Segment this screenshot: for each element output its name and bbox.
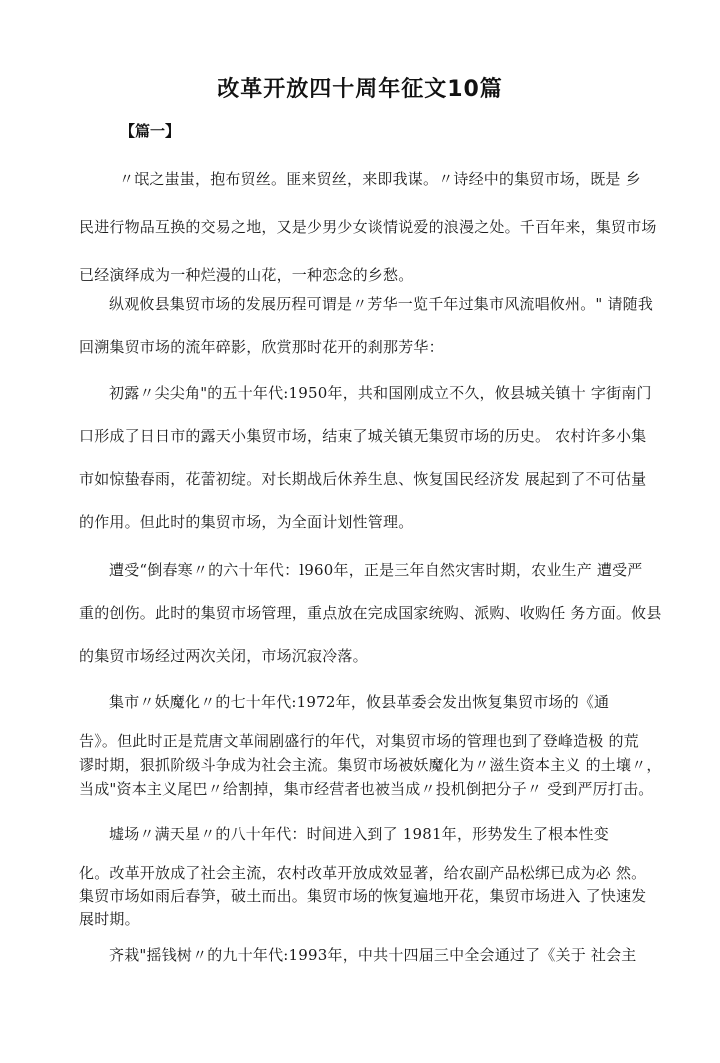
section-label: 【篇一】 bbox=[120, 122, 181, 140]
paragraph-3 bbox=[79, 386, 679, 558]
paragraph-line: 纵观攸县集贸市场的发展历程可谓是〃芳华一览千年过集市风流唱攸州。" 请随我 bbox=[109, 295, 654, 313]
paragraph-line: 重的创伤。此时的集贸市场管理，重点放在完成国家统购、派购、收购任 务方面。攸县 bbox=[79, 604, 662, 622]
paragraph-line: 化。改革开放成了社会主流，农村改革开放成效显著，给农副产品松绑已成为必 然。 bbox=[79, 864, 647, 882]
paragraph-line: 齐栽"摇钱树〃的九十年代:1993年，中共十四届三中全会通过了《关于 社会主 bbox=[109, 946, 637, 964]
paragraph-line: 遭受“倒春寒〃的六十年代：l960年，正是三年自然灾害时期，农业生产 遭受严 bbox=[109, 561, 643, 579]
paragraph-line: 〃氓之蚩蚩，抱布贸丝。匪来贸丝，来即我谋。〃诗经中的集贸市场，既是 乡 bbox=[119, 170, 641, 188]
paragraph-line: 回溯集贸市场的流年碎影，欣赏那时花开的刹那芳华： bbox=[79, 338, 444, 356]
paragraph-7 bbox=[79, 948, 679, 991]
paragraph-2 bbox=[79, 297, 679, 383]
paragraph-line: 展时期。 bbox=[79, 910, 140, 928]
paragraph-line: 墟场〃满天星〃的八十年代：时间进入到了 1981年，形势发生了根本性变 bbox=[109, 825, 609, 843]
paragraph-line: 民进行物品互换的交易之地，又是少男少女谈情说爱的浪漫之处。千百年来，集贸市场 bbox=[79, 218, 657, 236]
paragraph-line: 市如惊蛰春雨，花蕾初绽。对长期战后休养生息、恢复国民经济发 展起到了不可估量 bbox=[79, 470, 647, 488]
paragraph-line: 集贸市场如雨后春笋，破土而出。集贸市场的恢复遍地开花，集贸市场进入 了快速发 bbox=[79, 887, 647, 905]
paragraph-6 bbox=[79, 827, 679, 935]
paragraph-line: 口形成了日日市的露天小集贸市场，结束了城关镇无集贸市场的历史。 农村许多小集 bbox=[79, 427, 647, 445]
paragraph-line: 告》。但此时正是荒唐文革闹剧盛行的年代，对集贸市场的管理也到了登峰造极 的荒 bbox=[79, 732, 639, 750]
document-title: 改革开放四十周年征文10篇 bbox=[217, 77, 503, 102]
paragraph-line: 谬时期，狠抓阶级斗争成为社会主流。集贸市场被妖魔化为〃滋生资本主义 的土壤〃， bbox=[79, 756, 662, 774]
paragraph-line: 的作用。但此时的集贸市场，为全面计划性管理。 bbox=[79, 513, 414, 531]
paragraph-5 bbox=[79, 695, 679, 806]
paragraph-line: 集市〃妖魔化〃的七十年代:1972年，攸县革委会发出恢复集贸市场的《通 bbox=[109, 693, 610, 711]
paragraph-line: 已经演绎成为一种烂漫的山花，一种恋念的乡愁。 bbox=[79, 266, 414, 284]
paragraph-line: 当成"资本主义尾巴〃给割掉，集市经营者也被当成〃投机倒把分子〃 受到严厉打击。 bbox=[79, 780, 654, 798]
paragraph-4 bbox=[79, 563, 679, 692]
paragraph-line: 的集贸市场经过两次关闭，市场沉寂冷落。 bbox=[79, 647, 368, 665]
paragraph-line: 初露〃尖尖角"的五十年代:1950年，共和国刚成立不久，攸县城关镇十 字街南门 bbox=[109, 384, 652, 402]
